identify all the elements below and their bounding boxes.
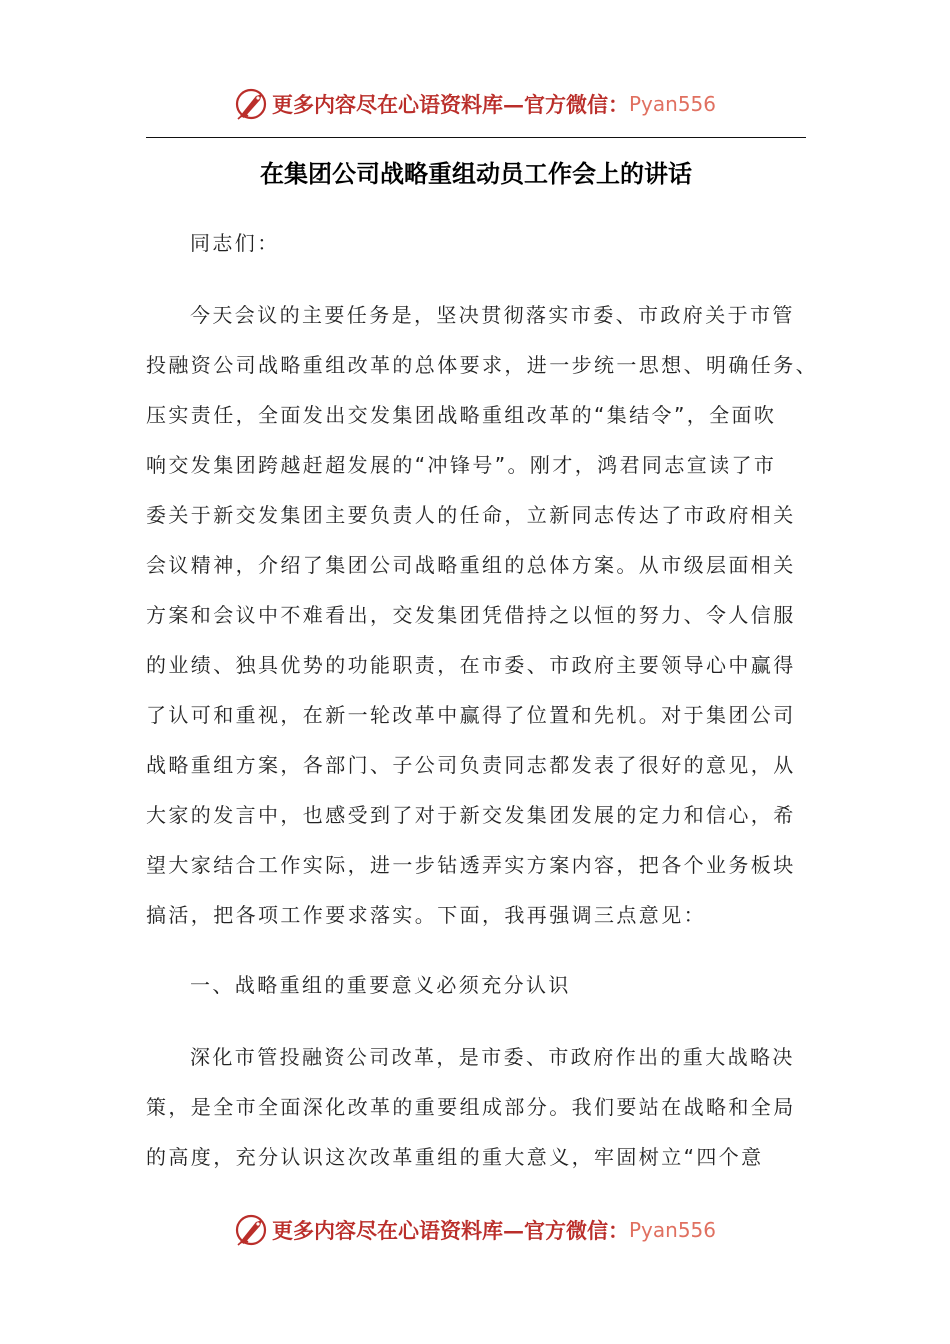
paragraph-line: 大家的发言中，也感受到了对于新交发集团发展的定力和信心，希: [146, 803, 796, 827]
banner-account: Pyan556: [628, 92, 716, 116]
paragraph-line: 了认可和重视，在新一轮改革中赢得了位置和先机。对于集团公司: [146, 703, 796, 727]
banner-account: Pyan556: [628, 1218, 716, 1242]
document-title: 在集团公司战略重组动员工作会上的讲话: [260, 160, 692, 188]
paragraph-line: 深化市管投融资公司改革，是市委、市政府作出的重大战略决: [190, 1045, 795, 1069]
banner-text: 更多内容尽在心语资料库—官方微信：: [271, 92, 629, 117]
paragraph-line: 投融资公司战略重组改革的总体要求，进一步统一思想、明确任务、: [146, 353, 818, 377]
paragraph-line: 方案和会议中不难看出，交发集团凭借持之以恒的努力、令人信服: [146, 603, 796, 627]
paragraph-line: 压实责任，全面发出交发集团战略重组改革的“集结令”，全面吹: [146, 403, 777, 427]
paragraph-line: 会议精神，介绍了集团公司战略重组的总体方案。从市级层面相关: [146, 553, 796, 577]
header-divider: [146, 137, 806, 138]
salutation: 同志们：: [190, 231, 280, 255]
footer-banner: [0, 1210, 950, 1250]
banner-text: 更多内容尽在心语资料库—官方微信：: [271, 1218, 629, 1243]
paragraph-line: 响交发集团跨越赶超发展的“冲锋号”。刚才，鸿君同志宣读了市: [146, 453, 777, 477]
paragraph-line: 战略重组方案，各部门、子公司负责同志都发表了很好的意见，从: [146, 753, 796, 777]
paragraph-line: 搞活，把各项工作要求落实。下面，我再强调三点意见：: [146, 903, 706, 927]
paragraph-line: 的业绩、独具优势的功能职责，在市委、市政府主要领导心中赢得: [146, 653, 796, 677]
section-heading: 一、战略重组的重要意义必须充分认识: [190, 973, 571, 997]
paragraph-line: 委关于新交发集团主要负责人的任命，立新同志传达了市政府相关: [146, 503, 796, 527]
header-banner: [0, 84, 950, 124]
pen-nib-logo-icon: [234, 86, 270, 122]
pen-nib-logo-icon: [234, 1212, 270, 1248]
paragraph-line: 今天会议的主要任务是，坚决贯彻落实市委、市政府关于市管: [190, 303, 795, 327]
paragraph-line: 望大家结合工作实际，进一步钻透弄实方案内容，把各个业务板块: [146, 853, 796, 877]
paragraph-line: 策，是全市全面深化改革的重要组成部分。我们要站在战略和全局: [146, 1095, 796, 1119]
paragraph-line: 的高度，充分认识这次改革重组的重大意义，牢固树立“四个意: [146, 1145, 764, 1169]
